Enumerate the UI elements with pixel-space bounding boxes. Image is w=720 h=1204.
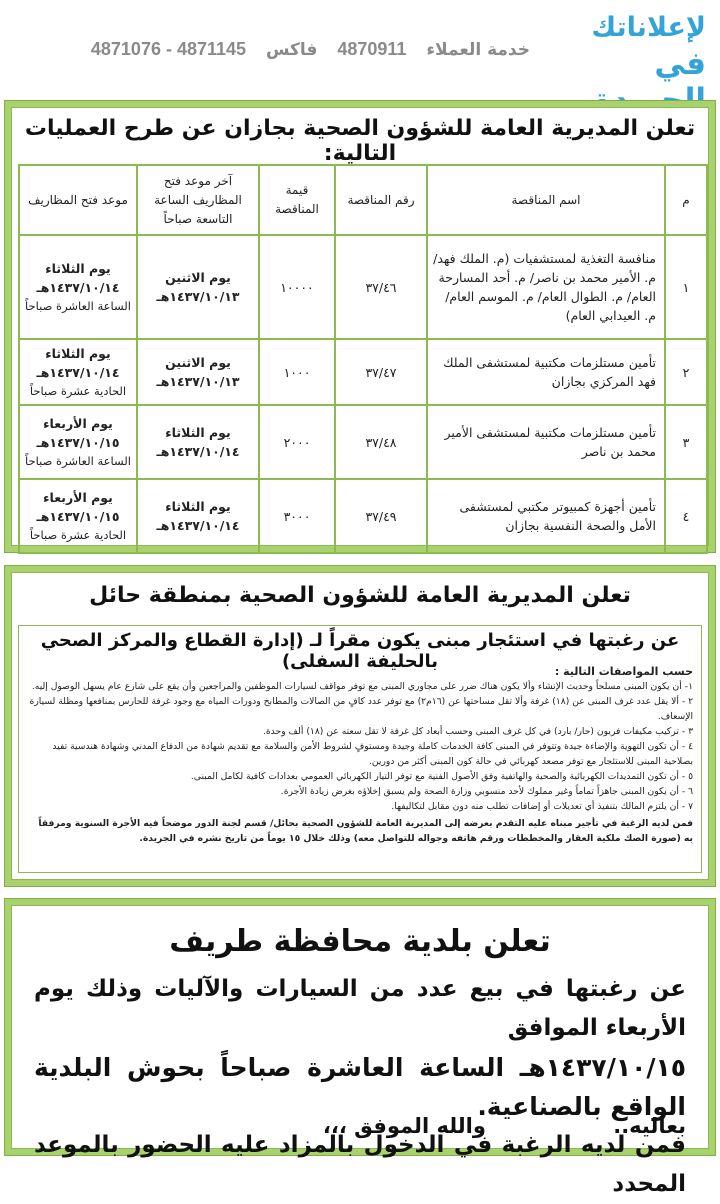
row-last-date (137, 479, 259, 553)
ad-hail-health-building-rental (4, 565, 716, 887)
ad-title: تعلن المديرية العامة للشؤون الصحية بجازان عن طرح العمليات التالية: (24, 116, 696, 166)
row-open-date (19, 405, 137, 479)
tenders-table (18, 164, 708, 554)
col-header-num: م (665, 165, 707, 235)
ad-inner (11, 905, 709, 1197)
row-open-date-value: ١٤٣٧/١٠/١٤هـ (36, 364, 120, 380)
row-last-day: يوم الاثنين (165, 270, 231, 285)
ad-closing: فمن لديه الرغبة في تأجير مبناه عليه التقدم بعرضه إلى المديرية العامة للشؤون الصحية بحائل/ قسم لجنة الدور موضحاً فيه الأجرة السنوية ومرفقاً به (صورة الصك ملكية العقار والمخططات ورقم هاتفه وجواله للتواصل معه) وذلك خلال ١٥ يوماً من تاريخ نشره في الجريدة. (38, 818, 693, 844)
row-open-day: يوم الأربعاء (43, 489, 113, 505)
row-last-day: يوم الثلاثاء (165, 499, 231, 514)
row-last-date (137, 405, 259, 479)
row-name: تأمين مستلزمات مكتبية لمستشفى الأمير محمد بن ناصر (427, 405, 665, 479)
row-last-date-value: ١٤٣٧/١٠/١٤هـ (156, 518, 240, 533)
spec-item: ٣ - تركيب مكيفات فريون (حار/ بارد) في كل غرف المبنى وحسب أبعاد كل غرفة لا تقل سعته عن (١٨) ألف وحدة. (262, 726, 693, 737)
row-name: تأمين مستلزمات مكتبية لمستشفى الملك فهد المركزي بجازان (427, 339, 665, 405)
row-tender-no: ٣٧/٤٩ (335, 479, 427, 553)
row-open-date (19, 235, 137, 339)
row-open-day: يوم الأربعاء (43, 415, 113, 431)
body-line-2: ١٤٣٧/١٠/١٥هـ الساعة العاشرة صباحاً بحوش البلدية الواقع بالصناعية. (34, 1053, 686, 1121)
ad-body (34, 970, 686, 1204)
row-last-date-value: ١٤٣٧/١٠/١٣هـ (156, 289, 240, 304)
col-header-name: اسم المناقصة (427, 165, 665, 235)
col-header-last-date: آخر موعد فتح المظاريف الساعة التاسعة صباحاً (137, 165, 259, 235)
row-name: تأمين أجهزة كمبيوتر مكتبي لمستشفى الأمل والصحة النفسية بجازان (427, 479, 665, 553)
row-open-date-value: ١٤٣٧/١٠/١٤هـ (36, 279, 120, 295)
ad-turaif-municipality-auction (4, 898, 716, 1197)
customer-service-label: خدمة العملاء (426, 40, 530, 60)
ad-subtitle: عن رغبتها في استئجار مبنى يكون مقراً لـ (إدارة القطاع والمركز الصحي بالحليفة السفلى) (40, 630, 680, 672)
col-header-tender-no: رقم المناقصة (335, 165, 427, 235)
col-header-open-date: موعد فتح المظاريف (19, 165, 137, 235)
row-open-date (19, 479, 137, 553)
ad-title: تعلن المديرية العامة للشؤون الصحية بمنطقة حائل (89, 583, 631, 608)
row-open-date-value: ١٤٣٧/١٠/١٥هـ (36, 434, 120, 450)
row-num: ٣ (665, 405, 707, 479)
row-tender-no: ٣٧/٤٧ (335, 339, 427, 405)
row-open-day: يوم الثلاثاء (45, 260, 111, 276)
row-last-date-value: ١٤٣٧/١٠/١٤هـ (156, 444, 240, 459)
fax-label: فاكس (265, 40, 318, 60)
body-line-3: فمن لديه الرغبة في الدخول بالمزاد عليه الحضور بالموعد المحدد (34, 1132, 686, 1197)
ad-content (18, 625, 702, 873)
brand-line-2: في (654, 46, 706, 82)
contact-numbers (10, 33, 530, 65)
ad-inner (11, 572, 709, 880)
spec-item: ٢ - ألا يقل عدد غرف المبنى عن (١٨) غرفة وألا تقل مساحتها عن (١٦م٢) مع توفر عدد كافٍ من الصالات والمطابخ ودورات المياه مع وجود غرفة للحارس بمنافعها ومظلة لسيارة الإسعاف. (29, 696, 693, 722)
row-open-time: الساعة العاشرة صباحاً (25, 298, 131, 313)
body-line-1: عن رغبتها في بيع عدد من السيارات والآليات وذلك يوم الأربعاء الموافق (34, 976, 686, 1041)
spec-item: ٧ - أن يلتزم المالك بتنفيذ أي تعديلات أو إضافات تطلب منه دون مقابل لتكاليفها. (391, 801, 693, 812)
row-open-date-value: ١٤٣٧/١٠/١٥هـ (36, 508, 120, 524)
fax-numbers: 4871145 - 4871076 (90, 39, 247, 59)
row-last-date (137, 235, 259, 339)
row-tender-no: ٣٧/٤٦ (335, 235, 427, 339)
ad-closing (34, 1114, 686, 1138)
closing-god: والله الموفق ،،، (322, 1114, 486, 1138)
row-last-date-value: ١٤٣٧/١٠/١٣هـ (156, 374, 240, 389)
row-open-day: يوم الثلاثاء (45, 345, 111, 361)
specs-list (27, 664, 693, 846)
spec-item: ٥ - أن تكون التمديدات الكهربائية والصحية والهاتفية وفق الأصول الفنية مع توفر التيار الكهربائي العمومي بعدادات كافية لكامل المبنى. (190, 771, 693, 782)
row-last-day: يوم الاثنين (165, 355, 231, 370)
row-name: منافسة التغذية لمستشفيات (م. الملك فهد/ م. الأمير محمد بن ناصر/ م. أحد المسارحة العام/ م. الطوال العام/ م. الموسم العام/ م. العيدابي العام) (427, 235, 665, 339)
newspaper-header (0, 0, 720, 92)
row-last-day: يوم الثلاثاء (165, 425, 231, 440)
spec-item: ٦ - أن يكون المبنى جاهزاً تماماً وغير مملوك لأحد منسوبي وزارة الصحة ولم يسبق إخلاؤه بغرض زيادة الأجرة. (280, 786, 693, 797)
ad-inner (11, 107, 709, 546)
ad-jazan-health-tenders (4, 100, 716, 553)
table-header-row (19, 165, 707, 235)
row-num: ١ (665, 235, 707, 339)
row-num: ٢ (665, 339, 707, 405)
specs-heading: حسب المواصفات التالية : (554, 665, 693, 678)
row-open-date (19, 339, 137, 405)
row-last-date (137, 339, 259, 405)
ad-title: تعلن بلدية محافظة طريف (169, 924, 551, 959)
row-open-time: الحادية عشرة صباحاً (29, 383, 127, 398)
table-row (19, 405, 707, 479)
row-open-time: الساعة العاشرة صباحاً (25, 453, 131, 468)
table-row (19, 339, 707, 405)
row-open-time: الحادية عشرة صباحاً (29, 527, 127, 542)
table-row (19, 235, 707, 339)
customer-service-number: 4870911 (337, 39, 407, 59)
col-header-value: قيمة المناقصة (259, 165, 335, 235)
spec-item: ١- أن يكون المبنى مسلحاً وحديث الإنشاء وألا يكون هناك ضرر على مجاوري المبنى مع توفر مواقف لسيارات الموظفين والمراجعين وأن يقع على شارع عام يسهل الوصول إليه. (31, 681, 693, 692)
brand-line-1: لإعلاناتك (591, 12, 706, 43)
table-row (19, 479, 707, 553)
closing-start: بعاليه.. (613, 1114, 686, 1138)
row-num: ٤ (665, 479, 707, 553)
spec-item: ٤ - أن تكون التهوية والإضاءة جيدة وتتوفر في المبنى كافة الخدمات كاملة وجيدة ومستوفٍ لشروط الأمن والسلامة مع تقديم شهادة من الدفاع المدني وشهادة هندسية تفيد بصلاحية المبنى للاستئجار مع توفر مصعد كهربائي في حالة كون المبنى أكثر من دورين. (52, 741, 693, 767)
row-tender-no: ٣٧/٤٨ (335, 405, 427, 479)
row-value: ١٠٠٠ (259, 339, 335, 405)
row-value: ٢٠٠٠ (259, 405, 335, 479)
row-value: ١٠٠٠٠ (259, 235, 335, 339)
row-value: ٣٠٠٠ (259, 479, 335, 553)
